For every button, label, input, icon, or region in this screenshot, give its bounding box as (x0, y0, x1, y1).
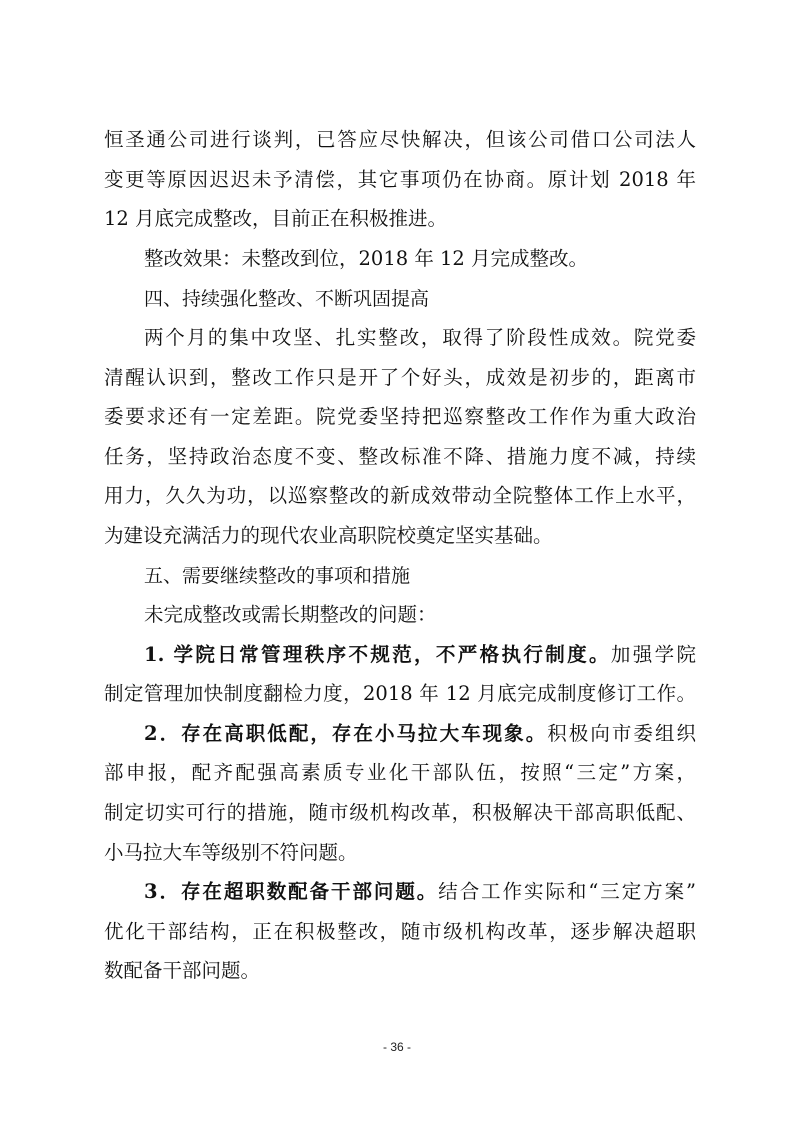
body-text-line: 恒圣通公司进行谈判，已答应尽快解决，但该公司借口公司法人 (104, 128, 696, 151)
list-item-text: 加强学院 (610, 643, 696, 666)
body-text-line: 两个月的集中攻坚、扎实整改，取得了阶段性成效。院党委 (144, 326, 696, 349)
list-item-1 (144, 640, 696, 670)
body-text-line: 用力，久久为功，以巡察整改的新成效带动全院整体工作上水平， (104, 484, 696, 507)
page-number: - 36 - (382, 1040, 411, 1054)
body-text-line: 12 月底完成整改，目前正在积极推进。 (104, 207, 448, 230)
list-item-2 (144, 719, 696, 749)
body-text-line: 数配备干部问题。 (104, 959, 261, 982)
list-item-text: 积极向市委组织 (547, 722, 696, 745)
list-item-3 (144, 877, 696, 907)
body-text-line: 部申报，配齐配强高素质专业化干部队伍，按照“三定”方案， (104, 761, 696, 784)
list-item-title: 1. 学院日常管理秩序不规范，不严格执行制度。 (144, 643, 611, 666)
body-text-line: 任务，坚持政治态度不变、整改标准不降、措施力度不减，持续 (104, 445, 696, 468)
body-text-line: 为建设充满活力的现代农业高职院校奠定坚实基础。 (104, 524, 553, 547)
list-item-title: 3．存在超职数配备干部问题。 (144, 880, 439, 903)
body-text-line: 清醒认识到，整改工作只是开了个好头，成效是初步的，距离市 (104, 366, 696, 389)
body-text-line: 委要求还有一定差距。院党委坚持把巡察整改工作作为重大政治 (104, 405, 696, 428)
body-text-line: 整改效果：未整改到位，2018 年 12 月完成整改。 (144, 247, 589, 270)
list-item-title: 2．存在高职低配，存在小马拉大车现象。 (144, 722, 548, 745)
body-text-line: 优化干部结构，正在积极整改，随市级机构改革，逐步解决超职 (104, 920, 696, 943)
list-item-text: 结合工作实际和“三定方案” (438, 880, 696, 903)
body-text-line: 制定切实可行的措施，随市级机构改革，积极解决干部高职低配、 (104, 801, 696, 824)
section-heading-4: 四、持续强化整改、不断巩固提高 (144, 288, 430, 310)
body-text-line: 变更等原因迟迟未予清偿，其它事项仍在协商。原计划 2018 年 (104, 168, 696, 191)
body-text-line: 小马拉大车等级别不符问题。 (104, 841, 358, 864)
body-text-line: 未完成整改或需长期整改的问题： (144, 603, 437, 626)
body-text-line: 制定管理加快制度翻检力度，2018 年 12 月底完成制度修订工作。 (104, 682, 696, 705)
section-heading-5: 五、需要继续整改的事项和措施 (144, 565, 411, 587)
